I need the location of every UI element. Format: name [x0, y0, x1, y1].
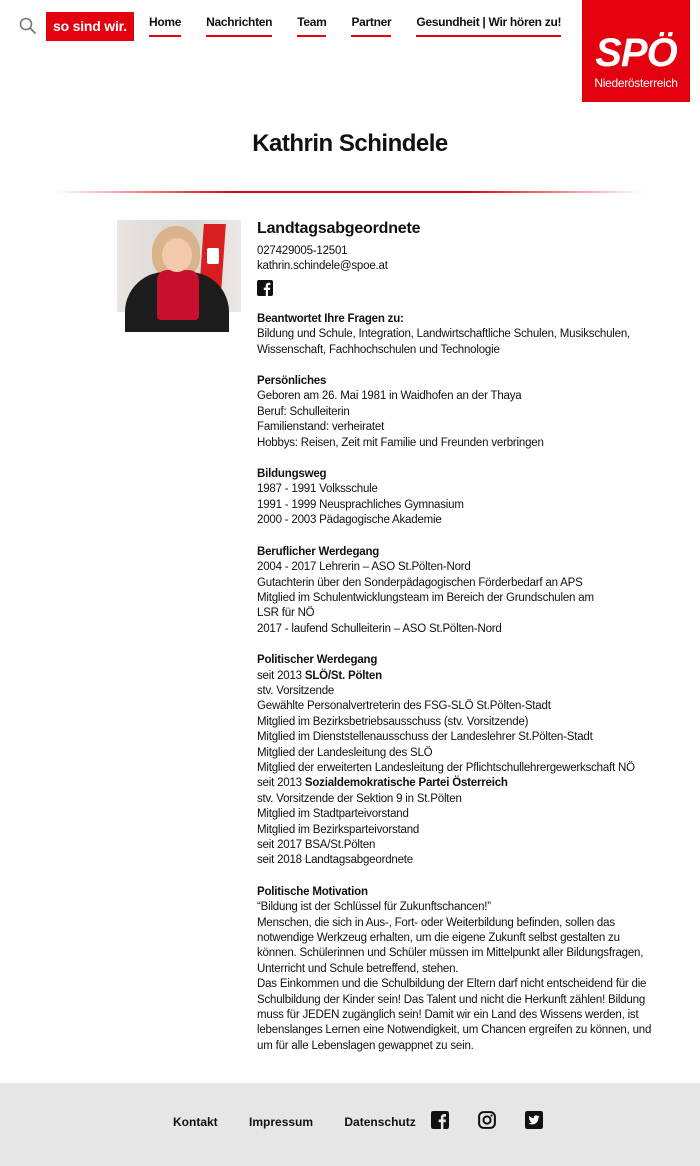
list-item: Mitglied im Bezirksbetriebsausschuss (stv. Vorsitzende)	[257, 715, 529, 728]
nav-item-partner[interactable]: Partner	[351, 12, 391, 37]
section-title: Politische Motivation	[257, 885, 368, 898]
list-item: 1987 - 1991 Volksschule	[257, 483, 378, 496]
nav-item-nachrichten[interactable]: Nachrichten	[206, 12, 272, 37]
list-item: 1991 - 1999 Neusprachliches Gymnasium	[257, 498, 464, 511]
search-icon[interactable]	[18, 16, 38, 36]
page-title: Kathrin Schindele	[252, 130, 448, 157]
list-item	[257, 669, 657, 684]
facebook-icon[interactable]	[431, 1111, 449, 1129]
profile-phone[interactable]: 027429005-12501	[257, 245, 348, 257]
portrait-photo	[117, 220, 241, 312]
list-item	[257, 776, 657, 791]
list-item: seit 2018 Landtagsabgeordnete	[257, 854, 413, 867]
nav-item-home[interactable]: Home	[149, 12, 181, 37]
section-title: Bildungsweg	[257, 468, 327, 481]
title-divider	[55, 191, 645, 193]
list-item: seit 2017 BSA/St.Pölten	[257, 839, 376, 851]
portrait-scarf	[157, 270, 199, 320]
section-personal	[257, 374, 657, 451]
section-political	[257, 653, 657, 869]
party-year: seit 2013	[257, 777, 305, 790]
section-title: Beruflicher Werdegang	[257, 545, 380, 558]
list-item: Geboren am 26. Mai 1981 in Waidhofen an der Thaya	[257, 390, 522, 403]
spoe-logo[interactable]	[582, 0, 690, 102]
list-item: stv. Vorsitzende der Sektion 9 in St.Pölten	[257, 792, 462, 805]
slo-year: seit 2013	[257, 669, 305, 682]
section-title: Politischer Werdegang	[257, 654, 378, 667]
list-item: LSR für NÖ	[257, 607, 315, 620]
list-item: Mitglied der Landesleitung des SLÖ	[257, 746, 433, 759]
profile-role: Landtagsabgeordnete	[257, 220, 421, 237]
motivation-quote: “Bildung ist der Schlüssel für Zukunftschancen!”	[257, 901, 491, 914]
list-item: Beruf: Schulleiterin	[257, 405, 350, 418]
party-org: Sozialdemokratische Partei Österreich	[304, 777, 508, 790]
main-nav	[149, 12, 589, 40]
site-footer	[0, 1083, 700, 1166]
profile-content	[257, 218, 657, 1054]
profile-email[interactable]: kathrin.schindele@spoe.at	[257, 260, 388, 273]
list-item: 2000 - 2003 Pädagogische Akademie	[257, 514, 442, 527]
list-item: Mitglied im Schulentwicklungsteam im Bereich der Grundschulen am	[257, 591, 594, 604]
portrait-face	[162, 238, 192, 272]
section-motivation	[257, 885, 657, 1054]
motivation-paragraph-1: Menschen, die sich in Aus-, Fort- oder Weiterbildung befinden, sollen das notwendige Werkzeug erhalten, um die eigene Zukunft selbst gestalten zu können. Schülerinnen und Schüler müssen im Mittelpunkt aller Bildungsfragen, Unterricht und Schule betreffend, stehen.	[257, 916, 644, 975]
section-text: Bildung und Schule, Integration, Landwirtschaftliche Schulen, Musikschulen, Wissenschaft, Fachhochschulen und Technologie	[257, 328, 631, 356]
list-item: 2017 - laufend Schulleiterin – ASO St.Pölten-Nord	[257, 622, 502, 635]
list-item: Familienstand: verheiratet	[257, 421, 385, 434]
list-item: 2004 - 2017 Lehrerin – ASO St.Pölten-Nord	[257, 561, 471, 574]
nav-item-team[interactable]: Team	[297, 12, 326, 37]
logo-sub-text: Niederösterreich	[594, 76, 678, 90]
list-item: Gutachterin über den Sonderpädagogischen Förderbedarf an APS	[257, 576, 583, 589]
list-item: Mitglied der erweiterten Landesleitung der Pflichtschullehrergewerkschaft NÖ	[257, 761, 635, 774]
section-title: Persönliches	[257, 375, 327, 388]
footer-link-impressum[interactable]: Impressum	[249, 1115, 314, 1129]
logo-main-text: SPÖ	[595, 31, 677, 75]
nav-item-gesundheit[interactable]: Gesundheit | Wir hören zu!	[416, 12, 561, 37]
footer-link-kontakt[interactable]: Kontakt	[173, 1115, 218, 1129]
list-item: Mitglied im Dienststellenausschuss der Landeslehrer St.Pölten-Stadt	[257, 731, 593, 744]
list-item: Gewählte Personalvertreterin des FSG-SLÖ St.Pölten-Stadt	[257, 700, 551, 713]
list-item: stv. Vorsitzende	[257, 684, 335, 697]
list-item: Mitglied im Bezirksparteivorstand	[257, 823, 420, 836]
section-title: Beantwortet Ihre Fragen zu:	[257, 312, 404, 325]
site-header	[0, 0, 700, 90]
flag-emblem	[207, 248, 219, 264]
list-item: Mitglied im Stadtparteivorstand	[257, 808, 409, 821]
footer-link-datenschutz[interactable]: Datenschutz	[344, 1115, 416, 1129]
motivation-paragraph-2: Das Einkommen und die Schulbildung der Eltern darf nicht entscheidend für die Schulbildung der Kinder sein! Das Talent und nicht die Herkunft zählen! Bildung muss für JEDEN zugänglich sein! Damit wir ein Land des Wissens werden, ist lebenslanges Lernen eine Notwendigkeit, um Chancen ergreifen zu können, und um für alle Lebenslagen gewappnet zu sein.	[257, 978, 652, 1052]
instagram-icon[interactable]	[478, 1111, 496, 1129]
footer-links	[173, 1115, 444, 1129]
facebook-icon[interactable]	[257, 280, 273, 296]
section-career	[257, 545, 657, 637]
brand-badge[interactable]: so sind wir.	[46, 12, 134, 41]
section-education	[257, 467, 657, 529]
twitter-icon[interactable]	[525, 1111, 543, 1129]
list-item: Hobbys: Reisen, Zeit mit Familie und Freunden verbringen	[257, 436, 544, 449]
slo-org: SLÖ/St. Pölten	[304, 669, 382, 682]
section-questions	[257, 312, 657, 358]
